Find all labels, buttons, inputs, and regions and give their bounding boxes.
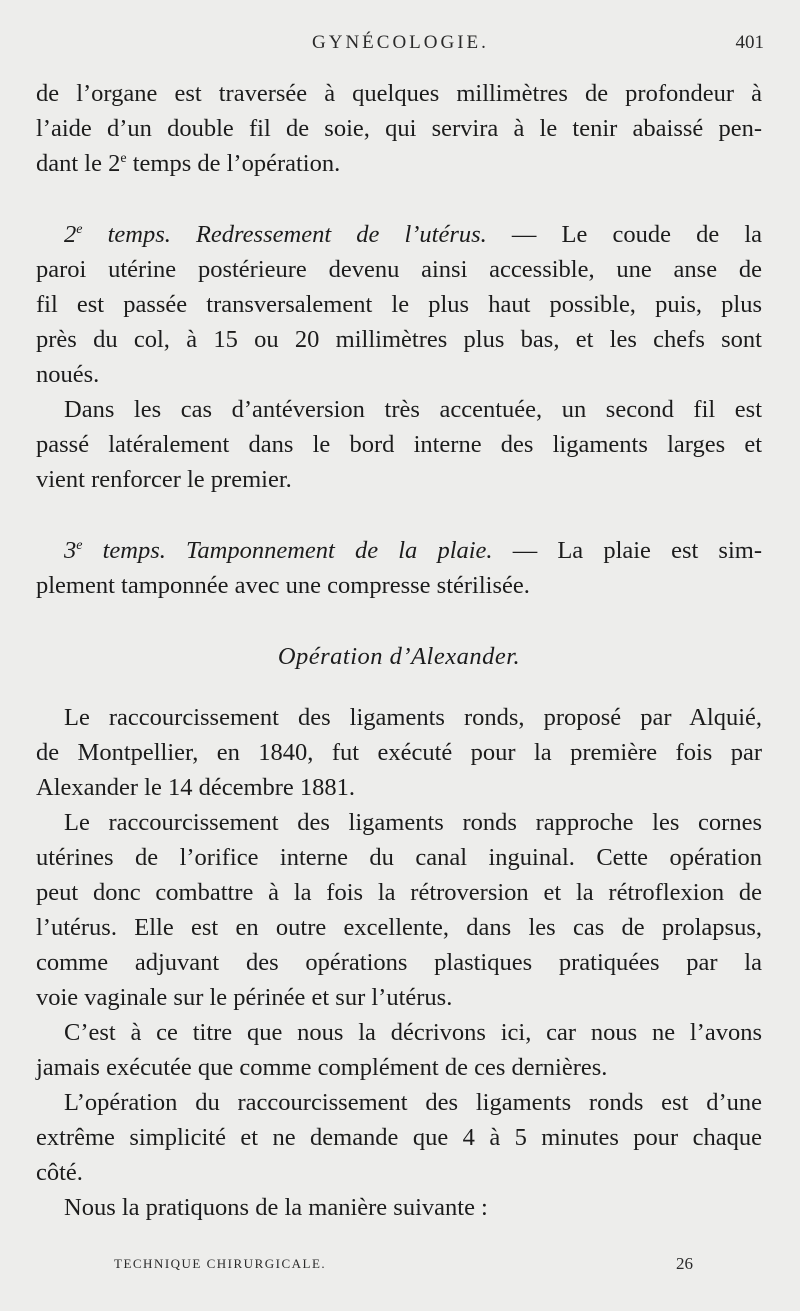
printer-signature: TECHNIQUE CHIRURGICALE.	[114, 1256, 327, 1271]
body-text	[36, 76, 762, 1225]
text-line: voie vaginale sur le périnée et sur l’utérus.	[36, 984, 453, 1011]
text-line: extrême simplicité et ne demande que 4 à 5 minutes pour chaque	[36, 1124, 762, 1151]
text-line: l’aide d’un double fil de soie, qui servira à le tenir abaissé pen-	[36, 115, 762, 142]
paragraph-8	[36, 1085, 762, 1190]
text-line: paroi utérine postérieure devenu ainsi accessible, une anse de	[36, 256, 762, 283]
page-footer	[0, 1254, 800, 1278]
text-line: L’opération du raccourcissement des ligaments ronds est d’une	[64, 1089, 762, 1116]
text-line: peut donc combattre à la fois la rétroversion et la rétroflexion de	[36, 879, 762, 906]
step-heading: 2e temps. Redressement de l’utérus.	[64, 221, 487, 248]
page-header	[0, 30, 800, 60]
step-heading: 3e temps. Tamponnement de la plaie.	[64, 537, 493, 564]
running-head: GYNÉCOLOGIE.	[312, 32, 489, 53]
paragraph-6	[36, 805, 762, 1015]
text-line: Alexander le 14 décembre 1881.	[36, 774, 356, 801]
paragraph-7	[36, 1015, 762, 1085]
text-line: 3e temps. Tamponnement de la plaie. — La plaie est sim-	[64, 537, 762, 564]
paragraph-5	[36, 700, 762, 805]
text-line: de Montpellier, en 1840, fut exécuté pour la première fois par	[36, 739, 762, 766]
text-line: Nous la pratiquons de la manière suivante :	[64, 1194, 488, 1221]
text-line: C’est à ce titre que nous la décrivons ici, car nous ne l’avons	[64, 1019, 762, 1046]
text-line: utérines de l’orifice interne du canal inguinal. Cette opération	[36, 844, 762, 871]
text-line: fil est passée transversalement le plus haut possible, puis, plus	[36, 291, 762, 318]
text-line: Le raccourcissement des ligaments ronds rapproche les cornes	[64, 809, 762, 836]
text-line: plement tamponnée avec une compresse stérilisée.	[36, 572, 530, 599]
text-line: près du col, à 15 ou 20 millimètres plus bas, et les chefs sont	[36, 326, 762, 353]
paragraph-3	[36, 392, 762, 497]
text-line: 2e temps. Redressement de l’utérus. — Le coude de la	[64, 221, 762, 248]
text-line: comme adjuvant des opérations plastiques pratiquées par la	[36, 949, 762, 976]
text-line: côté.	[36, 1159, 83, 1186]
page-number: 401	[735, 32, 764, 53]
section-title: Opération d’Alexander.	[277, 643, 521, 670]
paragraph-2	[36, 217, 762, 392]
signature-number: 26	[676, 1254, 693, 1273]
text-line: vient renforcer le premier.	[36, 466, 292, 493]
text-line: Dans les cas d’antéversion très accentuée, un second fil est	[64, 396, 762, 423]
text-line: Le raccourcissement des ligaments ronds, proposé par Alquié,	[64, 704, 762, 731]
text-line: jamais exécutée que comme complément de ces dernières.	[36, 1054, 608, 1081]
text-line: noués.	[36, 361, 100, 388]
text-line: de l’organe est traversée à quelques millimètres de profondeur à	[36, 80, 762, 107]
paragraph-4	[36, 533, 762, 603]
paragraph-1	[36, 76, 762, 181]
text-line: passé latéralement dans le bord interne des ligaments larges et	[36, 431, 762, 458]
paragraph-9	[36, 1190, 762, 1225]
text-line-content: dant le 2e temps de l’opération.	[36, 150, 341, 177]
text-line: l’utérus. Elle est en outre excellente, dans les cas de prolapsus,	[36, 914, 762, 941]
text-line	[36, 146, 762, 181]
